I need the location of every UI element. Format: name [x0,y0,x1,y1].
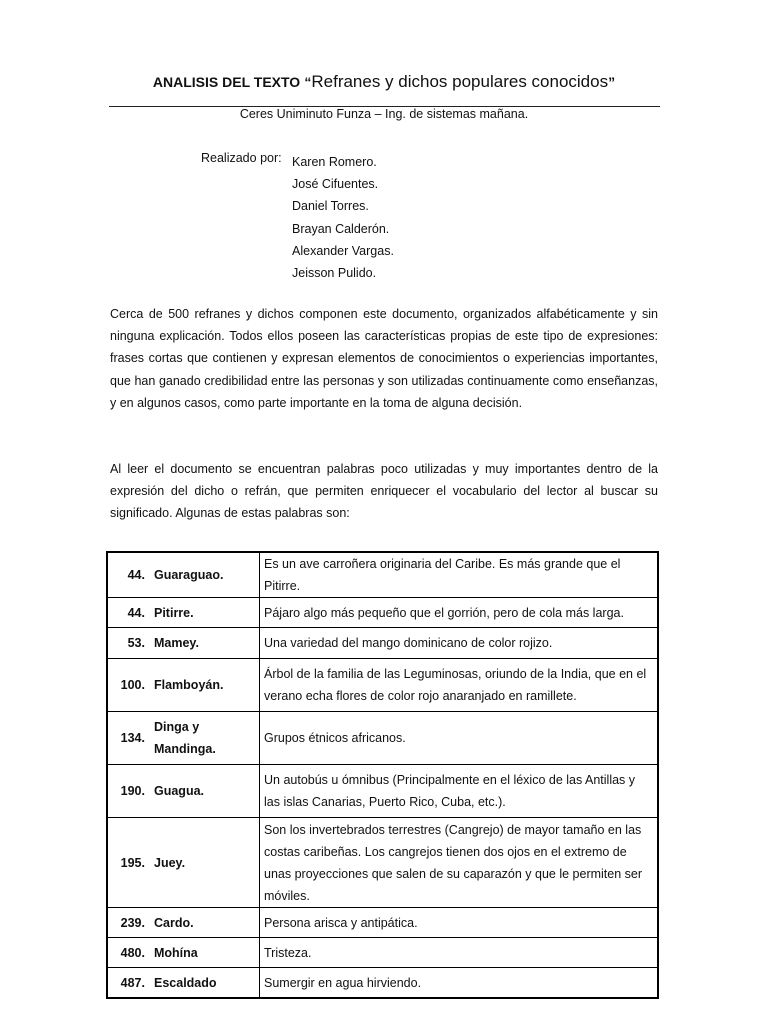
document-subtitle: Ceres Uniminuto Funza – Ing. de sistemas mañana. [239,107,529,121]
glossary-table [106,551,659,999]
definition-cell: Una variedad del mango dominicano de color rojizo. [260,628,659,659]
document-title [0,72,768,92]
table-row [107,908,658,938]
vocabulary-paragraph: Al leer el documento se encuentran palabras poco utilizadas y muy importantes dentro de la expresión del dicho o refrán, que permiten enriquecer el vocabulario del lector al buscar su significado. Algunas de estas palabras son: [110,462,658,521]
term-cell [107,659,260,712]
term-word: Escaldado [154,975,217,990]
term-cell [107,818,260,908]
term-number: 195. [120,855,145,870]
table-row [107,818,658,908]
author-name: José Cifuentes. [292,177,379,192]
definition-cell: Tristeza. [260,938,659,968]
table-row [107,628,658,659]
definition-cell: Son los invertebrados terrestres (Cangrejo) de mayor tamaño en las costas caribeñas. Los cangrejos tienen dos ojos en el extremo de unas proyecciones que salen de su caparazón y que le permiten ser móviles. [260,818,659,908]
title-main: Refranes y dichos populares conocidos [311,72,609,91]
term-cell [107,968,260,999]
definition-cell: Sumergir en agua hirviendo. [260,968,659,999]
definition-cell: Pájaro algo más pequeño que el gorrión, pero de cola más larga. [260,598,659,628]
table-row [107,598,658,628]
authors-list [292,151,394,284]
term-word: Guaraguao. [154,568,224,583]
table-row [107,659,658,712]
term-number: 487. [120,975,145,990]
term-cell [107,628,260,659]
author-name: Brayan Calderón. [292,221,390,236]
author-name: Alexander Vargas. [292,243,394,258]
term-number: 239. [120,915,145,930]
term-number: 44. [127,605,145,620]
term-word: Mamey. [154,636,199,651]
term-word: Cardo. [154,915,194,930]
definition-cell: Árbol de la familia de las Leguminosas, oriundo de la India, que en el verano echa flores de color rojo anaranjado en ramillete. [260,659,659,712]
term-cell [107,552,260,598]
term-word: Dinga y Mandinga. [154,720,216,757]
term-cell [107,765,260,818]
term-number: 190. [120,784,145,799]
definition-cell: Es un ave carroñera originaria del Caribe. Es más grande que el Pitirre. [260,552,659,598]
table-row [107,938,658,968]
term-cell [107,712,260,765]
authors-label: Realizado por: [201,151,282,165]
term-word: Flamboyán. [154,678,224,693]
term-number: 480. [120,945,145,960]
table-row [107,765,658,818]
term-cell [107,938,260,968]
term-cell [107,908,260,938]
author-name: Karen Romero. [292,155,377,169]
term-word: Pitirre. [154,605,194,620]
table-row [107,552,658,598]
definition-cell: Un autobús u ómnibus (Principalmente en el léxico de las Antillas y las islas Canarias, Puerto Rico, Cuba, etc.). [260,765,659,818]
author-name: Daniel Torres. [292,199,369,214]
title-lead: ANALISIS DEL TEXTO [152,74,301,90]
intro-paragraph: Cerca de 500 refranes y dichos componen este documento, organizados alfabéticamente y sin ninguna explicación. Todos ellos poseen las características propias de este tipo de expresiones: frases cortas que contienen y expresan elementos de conocimientos o experiencias importantes, que han ganado credibilidad entre las personas y son utilizadas continuamente como enseñanzas, y en algunos casos, como parte importante en la toma de alguna decisión. [110,307,658,410]
term-word: Guagua. [154,784,205,799]
definition-cell: Persona arisca y antipática. [260,908,659,938]
term-number: 44. [127,568,145,583]
term-word: Mohína [154,945,198,960]
term-cell [107,598,260,628]
definition-cell: Grupos étnicos africanos. [260,712,659,765]
title-close-quote: ” [608,74,616,90]
author-name: Jeisson Pulido. [292,266,377,281]
term-number: 134. [120,731,145,746]
term-number: 53. [127,636,145,651]
table-row [107,712,658,765]
term-number: 100. [120,678,145,693]
title-open-quote: “ [304,74,312,90]
table-row [107,968,658,999]
term-word: Juey. [154,855,186,870]
